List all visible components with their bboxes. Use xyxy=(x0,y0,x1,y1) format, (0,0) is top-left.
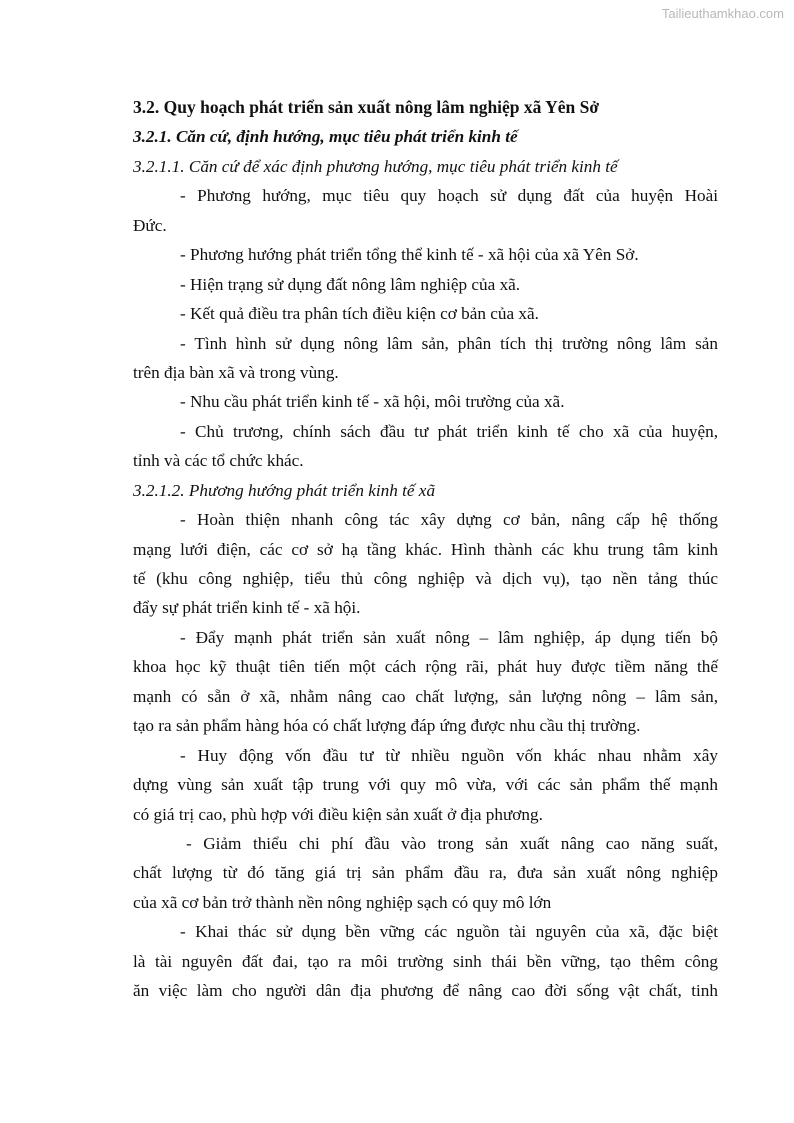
paragraph xyxy=(133,417,718,476)
subsubsection-heading: 3.2.1.1. Căn cứ để xác định phương hướng, mục tiêu phát triển kinh tế xyxy=(133,156,618,176)
paragraph xyxy=(133,623,718,741)
paragraph xyxy=(133,829,718,917)
text-line: tạo ra sản phẩm hàng hóa có chất lượng đáp ứng được nhu cầu thị trường. xyxy=(133,716,641,736)
paragraph xyxy=(133,505,718,623)
text-line: - Chủ trương, chính sách đầu tư phát triển kinh tế cho xã của huyện, xyxy=(180,421,718,441)
text-line: ăn việc làm cho người dân địa phương để nâng cao đời sống vật chất, tinh xyxy=(133,981,718,1001)
text-line: là tài nguyên đất đai, tạo ra môi trường sinh thái bền vững, tạo thêm công xyxy=(133,951,718,971)
text-line: chất lượng từ đó tăng giá trị sản phẩm đầu ra, đưa sản xuất nông nghiệp xyxy=(133,863,718,883)
text-line: - Hoàn thiện nhanh công tác xây dựng cơ bản, nâng cấp hệ thống xyxy=(180,510,718,530)
text-line: - Nhu cầu phát triển kinh tế - xã hội, môi trường của xã. xyxy=(180,392,565,412)
paragraph xyxy=(133,181,718,240)
text-line: mạnh có sẵn ở xã, nhằm nâng cao chất lượng, sản lượng nông – lâm sản, xyxy=(133,686,718,706)
paragraph xyxy=(133,741,718,829)
section-2-body xyxy=(133,505,718,1005)
text-line: - Phương hướng, mục tiêu quy hoạch sử dụng đất của huyện Hoài xyxy=(180,186,718,206)
subsubsection-heading: 3.2.1.2. Phương hướng phát triển kinh tế xã xyxy=(133,480,436,500)
text-line: mạng lưới điện, các cơ sở hạ tầng khác. Hình thành các khu trung tâm kinh xyxy=(133,539,718,559)
text-line: có giá trị cao, phù hợp với điều kiện sản xuất ở địa phương. xyxy=(133,804,543,824)
paragraph xyxy=(133,917,718,1005)
paragraph xyxy=(133,270,718,299)
text-line: - Kết quả điều tra phân tích điều kiện cơ bản của xã. xyxy=(180,304,539,324)
text-line: - Huy động vốn đầu tư từ nhiều nguồn vốn khác nhau nhằm xây xyxy=(180,745,718,765)
text-line: tỉnh và các tổ chức khác. xyxy=(133,451,304,471)
text-line: Đức. xyxy=(133,215,167,235)
text-line: đẩy sự phát triển kinh tế - xã hội. xyxy=(133,598,361,618)
paragraph xyxy=(133,329,718,388)
section-heading: 3.2. Quy hoạch phát triển sản xuất nông lâm nghiệp xã Yên Sở xyxy=(133,97,600,117)
paragraph xyxy=(133,387,718,416)
text-line: - Tình hình sử dụng nông lâm sản, phân tích thị trường nông lâm sản xyxy=(180,333,718,353)
text-line: dựng vùng sản xuất tập trung với quy mô vừa, với các sản phẩm thế mạnh xyxy=(133,775,718,795)
document-page xyxy=(133,93,718,1006)
text-line: của xã cơ bản trở thành nền nông nghiệp sạch có quy mô lớn xyxy=(133,892,552,912)
paragraph xyxy=(133,240,718,269)
subsection-heading: 3.2.1. Căn cứ, định hướng, mục tiêu phát triển kinh tế xyxy=(133,127,518,147)
text-line: - Hiện trạng sử dụng đất nông lâm nghiệp của xã. xyxy=(180,274,521,294)
text-line: - Giảm thiểu chi phí đầu vào trong sản xuất nâng cao năng suất, xyxy=(186,833,718,853)
text-line: - Phương hướng phát triển tổng thể kinh tế - xã hội của xã Yên Sở. xyxy=(180,245,639,265)
section-1-body xyxy=(133,181,718,475)
text-line: trên địa bàn xã và trong vùng. xyxy=(133,362,339,382)
text-line: - Đẩy mạnh phát triển sản xuất nông – lâm nghiệp, áp dụng tiến bộ xyxy=(180,627,718,647)
text-line: khoa học kỹ thuật tiên tiến một cách rộng rãi, phát huy được tiềm năng thế xyxy=(133,657,718,677)
text-line: tế (khu công nghiệp, tiểu thủ công nghiệp và dịch vụ), tạo nền tảng thúc xyxy=(133,569,718,588)
text-line: - Khai thác sử dụng bền vững các nguồn tài nguyên của xã, đặc biệt xyxy=(180,922,718,942)
paragraph xyxy=(133,299,718,328)
watermark: Tailieuthamkhao.com xyxy=(661,6,784,21)
